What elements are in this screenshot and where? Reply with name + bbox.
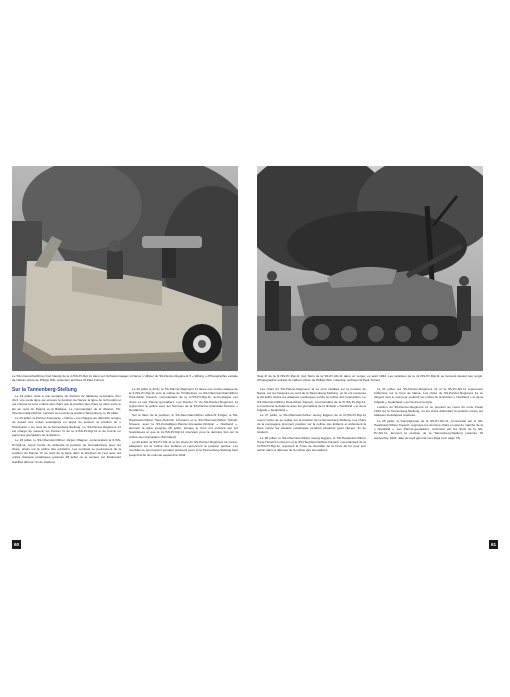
text-column-2	[374, 387, 483, 454]
assault-gun-photo	[257, 166, 483, 371]
text-column-1	[12, 387, 121, 465]
paragraph: L'action du SS-Panzer-Regiment 11 se poursuit au cours du mois d'août 1944 sur la Tannenberg-Stellung, où les chars défendent la position contre les attaques soviétiques répétées.	[374, 404, 483, 418]
photo-caption: Le SS-Unterscharführer Kurt Naurig de la 4./SS-Pz.Rgt.11 dans son Schwimmwagen à Narva. L'officier du SS-Panzer-Regiment 5 « Wiking » (Photographie extraite de l'album photo de Philipp Witt, collection archives W.Paul-Turner)	[12, 374, 238, 383]
page-number: 61	[490, 542, 497, 547]
paragraph: Le 29 juillet, la SS-Pz.Abt.11 et les chars du SS-Panzer-Regiment 11 contre-attaquent sur la colline des Enfants et reprennent la position perdue. Les combats se poursuivent pendant plusieurs jours et la Tannenberg-Stellung tient jusqu'à la fin du mois de septembre 1944.	[129, 439, 238, 457]
left-page	[12, 166, 238, 530]
paragraph: Le 28 juillet, le Kampfgruppe de la SS-Pz.Abt.11, commandé par le SS-Hauptsturmführer Kausch, regroupe les derniers chars en état de marche de la « Nordland ». Les Panzer-grenadiers, renforcés par les StuG de la SS-Pz.Abt.11, tiennent la position de la Tannenberg-Stellung jusqu'au 15 septembre 1944, date du repli général vers Riga (voir page 73).	[374, 418, 483, 440]
paragraph: Le 26 juillet (L.4/11), le SS-Panzer-Regiment 11 lance une contre-attaque de la 6./SS-Pz.Rgt.11 vers la colline de l'Orphelinat. Le SS-Obersturmbannführer Paul-Albert Kausch, commandant de la 4./SS-Pz.Rgt.11, accompagne ses chars et ses Panzer-grenadiers. Les Panzer IV du SS-Panzer-Regiment 11 reprennent la colline avec les hommes de la SS-Panzer-Grenadier-Division « Nordland ».	[129, 386, 238, 413]
photo-caption: Stug III de la III./SS-Pz.Rgt.11 (ou) StuG de la SS-Pz.Abt.11 dans un verger, en août 1944. Les tankistes de la 11./SS-Pz.Rgt.11 se tiennent devant leur engin. (Photographie extraite de l'album photo de Philipp Witt, collection archives W.Paul-Turner)	[257, 374, 483, 383]
text-column-1	[257, 387, 366, 454]
page-number: 60	[13, 542, 20, 547]
right-page	[257, 166, 483, 530]
paragraph: Le 31 juillet, les SS-Panzer-Regiment 11 et la SS-Pz.Abt.11 reprennent l'offensive sur le front de Narva. Les chars du SS-Panzer-Regiment 11 se dirigent vers le sud pour soutenir les unités de la division « Nordland » et de la brigade « Nederland » qui tiennent la ligne.	[374, 386, 483, 404]
paragraph: Sur le flanc de la position, le SS-Sturmbannführer Albrecht Krügel, le SS-Hauptsturmführer Hans-Heinrich Lohmann et le SS-Obersturmführer Schulz-Streeck, avec la SS-Freiwilligen-Panzer-Grenadier-Division « Nordland », tiennent la ligne jusqu'au 28 juillet, lorsque le front est enfoncé par les Soviétiques et que la 11./SS-Pz.Rgt.11 intervient pour la dernière fois sur la colline des Grenadiers (Sinimäed).	[129, 413, 238, 439]
paragraph: Le 20 juillet, la Panzer-Kompanie « Narva » est chargée de défendre la ligne de départ des unités soviétiques en appui du secteur, la position du « Stützpunkt » au nord de la Tannenberg-Stellung. Le SS-Panzer-Regiment 11 est chargé de soutenir les Panzer IV de la 4./SS-Pz.Rgt.11 et de fournir un appui aux grenadiers de la division.	[12, 416, 121, 438]
text-column-2	[129, 387, 238, 465]
paragraph: Les chars du SS-Panzer-Regiment 11 se sont installés sur la position de Narva, sur les hauteurs au nord de la Tannenberg-Stellung, où ils ont repoussé le 26 juillet toutes les attaques soviétiques contre la colline des Grenadiers. Le SS-Obersturmführer Paul-Albert Kausch, commandant de la III./SS-Pz.Rgt.11, a coordonné la défense avec les grenadiers de la division « Nordland » et de la brigade « Nederland ».	[257, 386, 366, 413]
text-columns	[12, 387, 238, 465]
paragraph: Le 26 juillet, le SS-Obersturmführer Jürgen Wagner, commandant la 6./SS-Pz.Rgt.11, reçoit l'ordre de défendre la position de Grenaderberg avec les chars, situés sur la colline des orphelins. Les combats se poursuivent de la position du Panzer IV au nord de la ligne dans la direction de l'est avec les unités d'assaut soviétiques jusqu'au 28 juillet où le secteur est finalement stabilisé (Erreur: fin de citation).	[12, 438, 121, 464]
paragraph: Le 19 juillet, suite à une tentative de division de faiblesse occupante d'un chef, une seule ligne qui entoure la position de Narva, la ligne de la Kreskini et qui entoure la zone entière des chars que la position des chars se situe entre le lac au nord du Peipus et la Baltique. Le commandant de la division, SS-Obersturmbannführer, parvient au nord de la position Tannenberg, le 26 juillet.	[12, 393, 121, 415]
section-heading: Sur la Tannenberg-Stellung	[12, 386, 77, 393]
paragraph: Le 28 juillet, le SS-Obersturmführer Georg Eggers, le SS-Hauptsturmführer Hans-Heinrich Lohmann et le SS-Hauptsturmführer Kausch, commandant de la III./SS-Pz.Rgt.11, reçoivent la Croix de chevalier de la Croix de fer pour leur action dans la défense de la colline des Grenadiers.	[257, 435, 366, 453]
schwimmwagen-photo	[12, 166, 238, 371]
paragraph: Le 27 juillet, le SS-Obersturmführer Georg Eggers de la III./SS-Pz.Rgt.11 reçoit l'ordre de se replier sur la position de la Tannenberg-Stellung. Les chars de la compagnie prennent position sur la colline des Enfants et défendent la ligne contre les assauts soviétiques pendant plusieurs jours (Erreur: fin de citation).	[257, 413, 366, 435]
text-columns	[257, 387, 483, 454]
